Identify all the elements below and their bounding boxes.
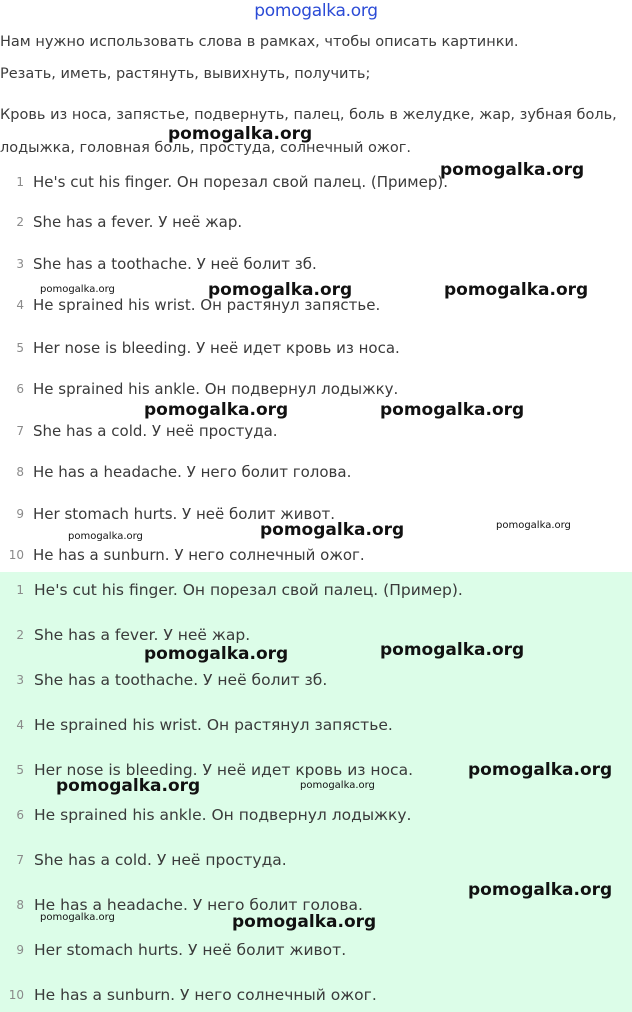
list-item bbox=[0, 668, 327, 692]
item-number: 1 bbox=[16, 583, 24, 597]
watermark: pomogalka.org bbox=[68, 531, 143, 542]
list-item bbox=[0, 252, 317, 276]
list-item bbox=[0, 983, 377, 1007]
item-text: He has a sunburn. У него солнечный ожог. bbox=[33, 546, 365, 564]
item-number: 7 bbox=[16, 853, 24, 867]
list-item bbox=[0, 377, 398, 401]
watermark: pomogalka.org bbox=[380, 400, 525, 420]
item-number: 6 bbox=[16, 382, 24, 396]
item-number: 5 bbox=[16, 763, 24, 777]
item-text: He's cut his finger. Он порезал свой палец. (Пример). bbox=[33, 173, 448, 191]
item-number: 4 bbox=[16, 298, 24, 312]
watermark: pomogalka.org bbox=[300, 780, 375, 791]
item-number: 8 bbox=[16, 465, 24, 479]
item-number: 1 bbox=[16, 175, 24, 189]
item-text: He sprained his wrist. Он растянул запястье. bbox=[33, 296, 381, 314]
item-text: She has a toothache. У неё болит зб. bbox=[34, 671, 328, 689]
item-number: 2 bbox=[16, 215, 24, 229]
list-item bbox=[0, 938, 346, 962]
intro-line-3: Кровь из носа, запястье, подвернуть, палец, боль в желудке, жар, зубная боль, bbox=[0, 107, 617, 123]
item-text: Her stomach hurts. У неё болит живот. bbox=[33, 505, 336, 523]
item-number: 5 bbox=[16, 341, 24, 355]
watermark: pomogalka.org bbox=[144, 644, 289, 664]
watermark: pomogalka.org bbox=[496, 520, 571, 531]
list-item bbox=[0, 336, 400, 360]
item-text: He has a headache. У него болит голова. bbox=[33, 463, 352, 481]
item-text: She has a toothache. У неё болит зб. bbox=[33, 255, 317, 273]
list-item bbox=[0, 848, 287, 872]
item-number: 10 bbox=[8, 548, 24, 562]
item-text: He sprained his ankle. Он подвернул лодыжку. bbox=[33, 380, 399, 398]
intro-line-2: Резать, иметь, растянуть, вывихнуть, получить; bbox=[0, 66, 371, 82]
list-item bbox=[0, 419, 278, 443]
list-item bbox=[0, 578, 463, 602]
item-text: Her stomach hurts. У неё болит живот. bbox=[34, 941, 347, 959]
list-item bbox=[0, 713, 393, 737]
list-item bbox=[0, 460, 351, 484]
item-number: 9 bbox=[16, 943, 24, 957]
watermark: pomogalka.org bbox=[56, 776, 201, 796]
item-text: She has a cold. У неё простуда. bbox=[34, 851, 287, 869]
watermark: pomogalka.org bbox=[40, 284, 115, 295]
watermark: pomogalka.org bbox=[208, 280, 353, 300]
item-text: She has a fever. У неё жар. bbox=[33, 213, 243, 231]
intro-line-4: лодыжка, головная боль, простуда, солнечный ожог. bbox=[0, 140, 412, 156]
item-text: He's cut his finger. Он порезал свой палец. (Пример). bbox=[34, 581, 463, 599]
item-number: 10 bbox=[8, 988, 24, 1002]
watermark: pomogalka.org bbox=[168, 124, 313, 144]
item-number: 7 bbox=[16, 424, 24, 438]
list-item bbox=[0, 543, 365, 567]
watermark: pomogalka.org bbox=[380, 640, 525, 660]
item-text: She has a fever. У неё жар. bbox=[34, 626, 251, 644]
item-text: He sprained his ankle. Он подвернул лодыжку. bbox=[34, 806, 412, 824]
watermark: pomogalka.org bbox=[260, 520, 405, 540]
item-number: 6 bbox=[16, 808, 24, 822]
watermark: pomogalka.org bbox=[468, 880, 613, 900]
watermark: pomogalka.org bbox=[440, 160, 585, 180]
watermark: pomogalka.org bbox=[468, 760, 613, 780]
item-text: She has a cold. У неё простуда. bbox=[33, 422, 278, 440]
item-number: 2 bbox=[16, 628, 24, 642]
intro-line-1: Нам нужно использовать слова в рамках, чтобы описать картинки. bbox=[0, 34, 519, 50]
watermark: pomogalka.org bbox=[144, 400, 289, 420]
site-logo[interactable]: pomogalka.org bbox=[254, 1, 378, 21]
item-text: He has a sunburn. У него солнечный ожог. bbox=[34, 986, 377, 1004]
list-item bbox=[0, 210, 242, 234]
item-number: 9 bbox=[16, 507, 24, 521]
watermark: pomogalka.org bbox=[232, 912, 377, 932]
list-item bbox=[0, 803, 411, 827]
item-number: 4 bbox=[16, 718, 24, 732]
item-text: Her nose is bleeding. У неё идет кровь из носа. bbox=[34, 761, 414, 779]
watermark: pomogalka.org bbox=[444, 280, 589, 300]
item-text: Her nose is bleeding. У неё идет кровь из носа. bbox=[33, 339, 400, 357]
item-text: He has a headache. У него болит голова. bbox=[34, 896, 363, 914]
item-number: 8 bbox=[16, 898, 24, 912]
item-number: 3 bbox=[16, 673, 24, 687]
list-item bbox=[0, 170, 448, 194]
watermark: pomogalka.org bbox=[40, 912, 115, 923]
item-text: He sprained his wrist. Он растянул запястье. bbox=[34, 716, 393, 734]
item-number: 3 bbox=[16, 257, 24, 271]
